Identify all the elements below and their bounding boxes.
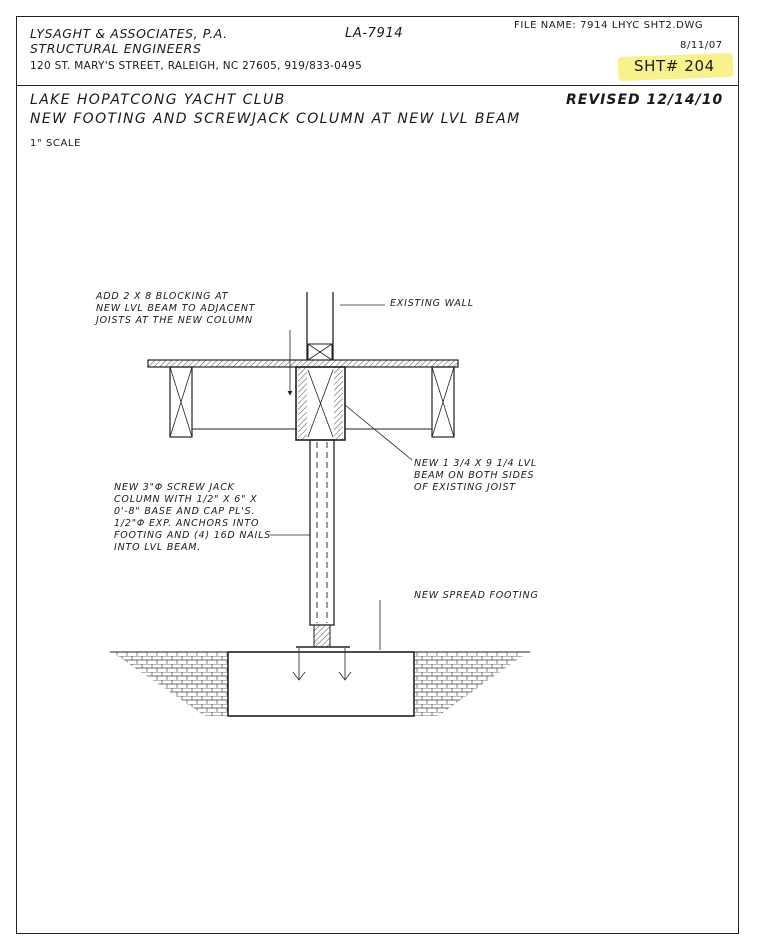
note-line: BEAM ON BOTH SIDES xyxy=(414,470,535,481)
job-number: LA-7914 xyxy=(345,26,404,41)
screw-jack-column xyxy=(296,440,350,647)
note-line: JOISTS AT THE NEW COLUMN xyxy=(96,315,253,326)
spread-footing xyxy=(228,648,414,716)
note-line: NEW LVL BEAM TO ADJACENT xyxy=(96,303,256,314)
note-line: ADD 2 X 8 BLOCKING AT xyxy=(96,291,229,302)
note-line: NEW 1 3/4 X 9 1/4 LVL xyxy=(414,458,537,469)
note-line: 1/2"Φ EXP. ANCHORS INTO xyxy=(114,518,260,529)
note-line: COLUMN WITH 1/2" X 6" X xyxy=(114,494,258,505)
note-line: NEW 3"Φ SCREW JACK xyxy=(114,482,235,493)
existing-wall-note: EXISTING WALL xyxy=(390,298,474,309)
sheet-number: SHT# 204 xyxy=(634,57,715,75)
note-line: INTO LVL BEAM. xyxy=(114,542,202,553)
detail-title: NEW FOOTING AND SCREWJACK COLUMN AT NEW LVL BEAM xyxy=(30,111,521,127)
lvl-beam xyxy=(296,367,345,440)
sheet-date: 8/11/07 xyxy=(680,40,723,51)
file-name: FILE NAME: 7914 LHYC SHT2.DWG xyxy=(514,20,704,31)
subfloor xyxy=(148,360,458,367)
firm-address: 120 ST. MARY'S STREET, RALEIGH, NC 27605, 919/833-0495 xyxy=(30,60,363,72)
existing-wall xyxy=(307,292,385,360)
scale-label: 1" SCALE xyxy=(30,138,82,149)
spread-footing-note: NEW SPREAD FOOTING xyxy=(414,590,539,601)
note-line: OF EXISTING JOIST xyxy=(414,482,516,493)
firm-type: STRUCTURAL ENGINEERS xyxy=(30,41,202,56)
firm-name: LYSAGHT & ASSOCIATES, P.A. xyxy=(30,26,228,41)
note-line: FOOTING AND (4) 16D NAILS xyxy=(114,530,272,541)
project-title: LAKE HOPATCONG YACHT CLUB xyxy=(30,92,286,108)
note-line: 0'-8" BASE AND CAP PL'S. xyxy=(114,506,256,517)
revision-date: REVISED 12/14/10 xyxy=(566,92,724,108)
